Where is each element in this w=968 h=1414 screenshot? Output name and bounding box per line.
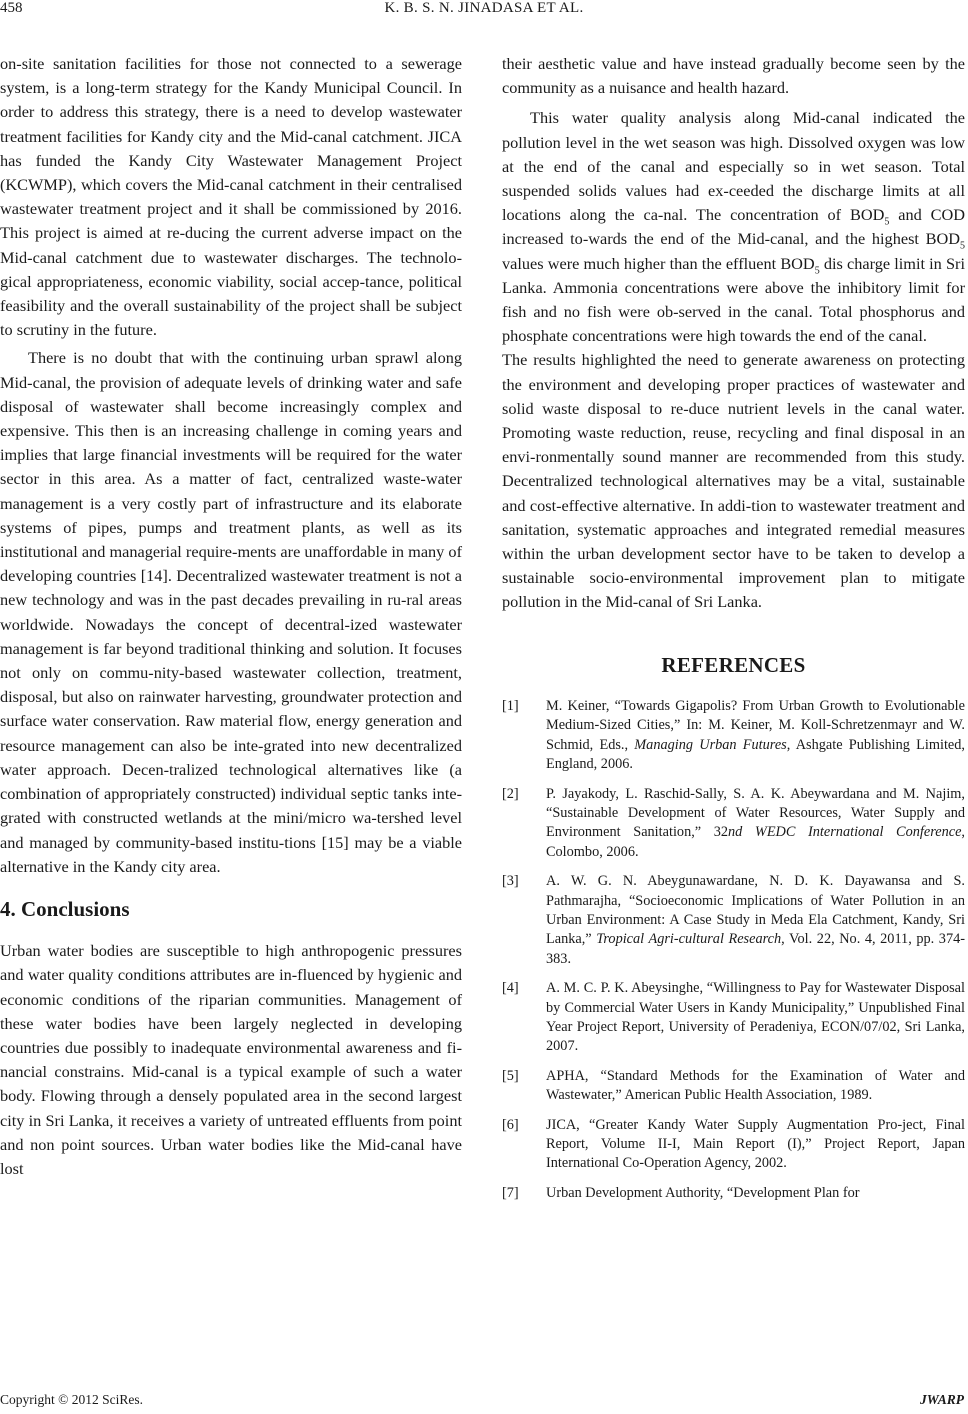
text-run: JICA, “Greater Kandy Water Supply Augmentation Pro-ject, Final Report, Volume II-I, Main Report (I),” Project Report, Japan International Co-Operation Agency, 2002. bbox=[546, 1116, 965, 1172]
reference-item bbox=[502, 1067, 965, 1106]
subscript: 5 bbox=[884, 216, 890, 228]
italic-run: Managing Urban Futures bbox=[634, 736, 787, 753]
reference-number: [5] bbox=[502, 1067, 519, 1084]
reference-number: [6] bbox=[502, 1116, 519, 1133]
text-run: M. Keiner, “Towards Gigapolis? From Urban Growth to Evolutionable Medium-Sized Cities,” In: M. Keiner, M. Koll-Schretzenmayr and W. Schmid, Eds., bbox=[546, 697, 965, 753]
text-run: , Ashgate Publishing Limited, England, 2006. bbox=[546, 736, 965, 773]
left-column bbox=[0, 52, 462, 1181]
reference-text bbox=[546, 1067, 965, 1106]
reference-text bbox=[546, 979, 965, 1057]
reference-text bbox=[546, 872, 965, 969]
body-paragraph: The results highlighted the need to generate awareness on protecting the environment and developing proper practices of wastewater and solid waste disposal to re-duce nutrient levels in the canal water. Promoting waste reduction, reuse, recycling and final disposal in an envi-ronmentally sound manner are recommended from this study. Decentralized technological alternatives may be a vital, sustainable and cost-effective alternative. In addi-tion to wastewater treatment and sanitation, systematic approaches and integrated remedial measures within the urban development sector have to be taken to develop a sustainable socio-environmental improvement plan to mitigate pollution in the Mid-canal of Sri Lanka. bbox=[502, 350, 965, 612]
reference-text bbox=[546, 1116, 965, 1174]
italic-run: nd WEDC International Conference bbox=[728, 824, 962, 841]
reference-number: [3] bbox=[502, 873, 519, 890]
text-run: A. W. G. N. Abeygunawardane, N. D. K. Dayawansa and S. Pathmarajha, “Socioeconomic Implications of Water Pollution in an Urban Environment: A Case Study in Meda Ela Catchment, Kandy, Sri Lanka,” bbox=[546, 873, 965, 948]
text-run: This water quality analysis along Mid-canal indicated the pollution level in the wet season was high. Dissolved oxygen was low at the end of the canal and especially so in wet season. Total suspended solids values had ex-ceeded the discharge limits at all locations along the ca-nal. The concentration of BOD bbox=[502, 108, 965, 225]
body-paragraph: Urban water bodies are susceptible to high anthropogenic pressures and water quality conditions attributes are in-fluenced by hygienic and economic conditions of the riparian communities. Management of these water bodies have been largely neglected in developing countries due possibly to inadequate environmental awareness and fi-nancial constrains. Mid-canal is a typical example of such a water body. Flowing through a densely populated area in the second largest city in Sri Lanka, it receives a variety of untreated effluents from point and non point sources. Urban water bodies like the Mid-canal have lost bbox=[0, 941, 462, 1178]
body-paragraph: their aesthetic value and have instead gradually become seen by the community as a nuisance and health hazard. bbox=[502, 54, 965, 98]
text-run: values were much higher than the effluent BOD bbox=[502, 253, 815, 273]
text-run: , Colombo, 2006. bbox=[546, 824, 965, 860]
running-head: K. B. S. N. JINADASA ET AL. bbox=[384, 0, 584, 16]
body-paragraph bbox=[502, 106, 965, 348]
text-run: and COD increased to-wards the end of the Mid-canal, and the highest BOD bbox=[502, 205, 965, 249]
footer-journal: JWARP bbox=[919, 1392, 964, 1407]
text-run: dis charge limit in Sri Lanka. Ammonia concentrations were above the inhibitory limit for fish and no fish were ob-served in the canal. Total phosphorus and phosphate concentrations were high towards the end of the canal. bbox=[502, 253, 965, 346]
page-number: 458 bbox=[0, 0, 23, 16]
reference-number: [1] bbox=[502, 697, 519, 714]
text-run: APHA, “Standard Methods for the Examination of Water and Wastewater,” American Public Health Association, 1989. bbox=[546, 1067, 965, 1104]
text-run: , Vol. 22, No. 4, 2011, pp. 374-383. bbox=[546, 931, 966, 967]
section-heading-conclusions: 4. Conclusions bbox=[0, 896, 130, 921]
reference-item bbox=[502, 979, 965, 1057]
subscript: 5 bbox=[960, 240, 965, 252]
text-run: Urban Development Authority, “Development Plan for bbox=[546, 1184, 860, 1201]
subscript: 5 bbox=[814, 264, 820, 276]
reference-number: [4] bbox=[502, 980, 519, 997]
italic-run: Tropical Agri-cultural Research bbox=[596, 931, 782, 948]
reference-item bbox=[502, 872, 965, 969]
reference-item bbox=[502, 785, 965, 863]
reference-item bbox=[502, 1116, 965, 1174]
reference-item bbox=[502, 697, 965, 775]
reference-list bbox=[502, 697, 965, 1203]
reference-text bbox=[546, 785, 965, 863]
body-paragraph: There is no doubt that with the continuing urban sprawl along Mid-canal, the provision of adequate levels of drinking water and safe disposal of wastewater shall become increasingly complex and expensive. This then is an increasing challenge in coming years and implies that large financial investments will be required for the water sector in this area. As a matter of fact, centralized waste-water management is a very costly part of infrastructure and its elaborate systems of pipes, pumps and treatment plants, as well as its institutional and managerial require-ments are unaffordable in many of developing countries [14]. Decentralized wastewater treatment is not a new technology and was in the past decades prevailing in ru-ral areas worldwide. Nowadays the concept of decentral-ized wastewater management is far beyond traditional thinking and solution. It focuses not only on commu-nity-based wastewater collection, treatment, disposal, but also on rainwater harvesting, groundwater protection and surface water conservation. Raw material flow, energy generation and resource management can also be inte-grated into new decentralized water approach. Decen-tralized technological alternatives like (a combination of appropriately constructed) individual septic tanks inte-grated with constructed wetlands at the mini/micro wa-tershed level and managed by community-based institu-tions [15] may be a viable alternative in the Kandy city area. bbox=[0, 348, 462, 876]
body-paragraph: on-site sanitation facilities for those not connected to a sewerage system, is a long-term strategy for the Kandy Municipal Council. In order to address this strategy, there is a need to develop wastewater treatment facilities for Kandy city and the Mid-canal catchment. JICA has funded the Kandy City Wastewater Management Project (KCWMP), which covers the Mid-canal catchment in their centralised wastewater treatment project and it shall be commissioned by 2016. This project is aimed at re-ducing the current adverse impact on the Mid-canal catchment due to wastewater discharges. The technolo-gical appropriateness, economic viability, social accep-tance, political feasibility and the overall sustainability of the project shall be subject to scrutiny in the future. bbox=[0, 54, 462, 340]
text-run: P. Jayakody, L. Raschid-Sally, S. A. K. Abeywardana and M. Najim, “Sustainable Development of Water Resources, Water Supply and Environment Sanitation,” 32 bbox=[546, 785, 965, 841]
reference-text bbox=[546, 1184, 965, 1203]
reference-number: [2] bbox=[502, 785, 519, 802]
right-column bbox=[502, 52, 965, 1213]
reference-item bbox=[502, 1184, 965, 1203]
references-heading: REFERENCES bbox=[661, 652, 806, 677]
text-run: A. M. C. P. K. Abeysinghe, “Willingness to Pay for Wastewater Disposal by Commercial Water Users in Kandy Municipality,” Unpublished Final Year Project Report, University of Peradeniya, ECON/07/02, Sri Lanka, 2007. bbox=[546, 980, 965, 1055]
reference-text bbox=[546, 697, 965, 775]
footer-copyright: Copyright © 2012 SciRes. bbox=[0, 1392, 144, 1407]
reference-number: [7] bbox=[502, 1184, 519, 1201]
